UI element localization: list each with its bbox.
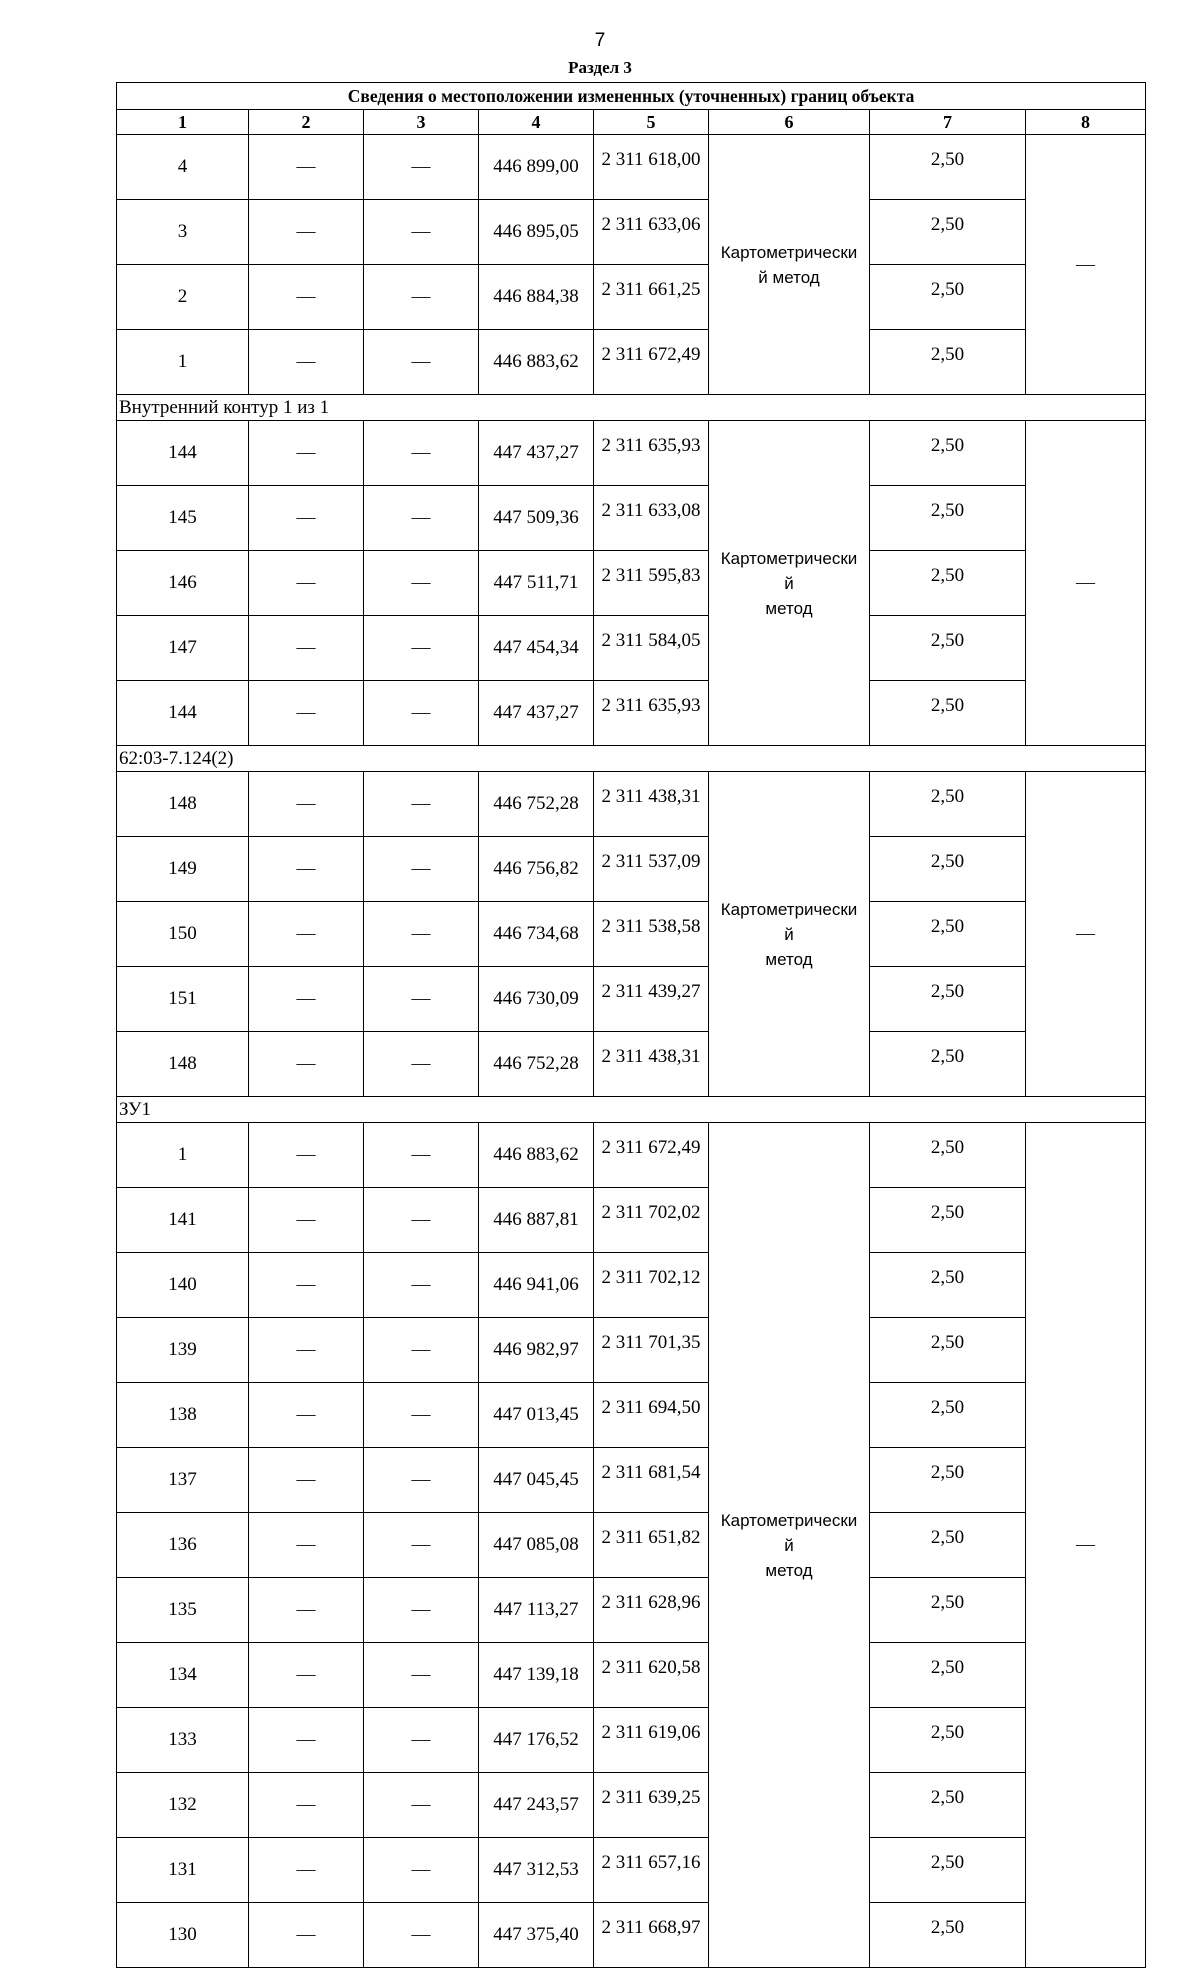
- contour-label-row: [117, 1097, 1146, 1123]
- col3-value: —: [364, 1032, 479, 1097]
- point-number: 133: [117, 1708, 249, 1773]
- precision-value: 2,50: [870, 1903, 1026, 1968]
- precision-value: 2,50: [870, 967, 1026, 1032]
- column-number: 1: [117, 110, 249, 135]
- precision-value: 2,50: [870, 1318, 1026, 1383]
- point-number: 131: [117, 1838, 249, 1903]
- table-row: [117, 902, 1146, 967]
- y-coordinate: 2 311 619,06: [594, 1708, 709, 1773]
- x-coordinate: 446 752,28: [479, 1032, 594, 1097]
- point-number: 1: [117, 1123, 249, 1188]
- precision-value: 2,50: [870, 1773, 1026, 1838]
- x-coordinate: 447 243,57: [479, 1773, 594, 1838]
- y-coordinate: 2 311 635,93: [594, 421, 709, 486]
- precision-value: 2,50: [870, 265, 1026, 330]
- x-coordinate: 447 509,36: [479, 486, 594, 551]
- method-text-line: метод: [765, 1560, 813, 1580]
- method-text-line: й метод: [758, 267, 820, 287]
- table-row: [117, 486, 1146, 551]
- column-number: 8: [1026, 110, 1146, 135]
- table-row: [117, 967, 1146, 1032]
- table-row: [117, 1188, 1146, 1253]
- col8-value: —: [1026, 135, 1146, 395]
- col2-value: —: [249, 1253, 364, 1318]
- precision-value: 2,50: [870, 1448, 1026, 1513]
- page-number: 7: [594, 30, 606, 51]
- col3-value: —: [364, 681, 479, 746]
- y-coordinate: 2 311 633,06: [594, 200, 709, 265]
- col3-value: —: [364, 1773, 479, 1838]
- y-coordinate: 2 311 681,54: [594, 1448, 709, 1513]
- col2-value: —: [249, 1318, 364, 1383]
- point-number: 148: [117, 1032, 249, 1097]
- point-number: 130: [117, 1903, 249, 1968]
- contour-label: 62:03-7.124(2): [117, 746, 1146, 772]
- x-coordinate: 447 375,40: [479, 1903, 594, 1968]
- point-number: 140: [117, 1253, 249, 1318]
- col3-value: —: [364, 1578, 479, 1643]
- precision-value: 2,50: [870, 1253, 1026, 1318]
- col8-value: —: [1026, 772, 1146, 1097]
- point-number: 150: [117, 902, 249, 967]
- point-number: 4: [117, 135, 249, 200]
- x-coordinate: 446 887,81: [479, 1188, 594, 1253]
- col2-value: —: [249, 1708, 364, 1773]
- y-coordinate: 2 311 438,31: [594, 772, 709, 837]
- col3-value: —: [364, 1188, 479, 1253]
- table-row: [117, 1578, 1146, 1643]
- precision-value: 2,50: [870, 1032, 1026, 1097]
- x-coordinate: 447 437,27: [479, 681, 594, 746]
- y-coordinate: 2 311 584,05: [594, 616, 709, 681]
- x-coordinate: 447 437,27: [479, 421, 594, 486]
- point-number: 139: [117, 1318, 249, 1383]
- precision-value: 2,50: [870, 1838, 1026, 1903]
- col2-value: —: [249, 1838, 364, 1903]
- y-coordinate: 2 311 538,58: [594, 902, 709, 967]
- col3-value: —: [364, 1838, 479, 1903]
- col3-value: —: [364, 421, 479, 486]
- col2-value: —: [249, 1383, 364, 1448]
- precision-value: 2,50: [870, 902, 1026, 967]
- x-coordinate: 446 883,62: [479, 330, 594, 395]
- precision-value: 2,50: [870, 200, 1026, 265]
- x-coordinate: 446 941,06: [479, 1253, 594, 1318]
- point-number: 1: [117, 330, 249, 395]
- precision-value: 2,50: [870, 135, 1026, 200]
- point-number: 144: [117, 681, 249, 746]
- precision-value: 2,50: [870, 837, 1026, 902]
- col3-value: —: [364, 837, 479, 902]
- col2-value: —: [249, 200, 364, 265]
- contour-label-row: [117, 395, 1146, 421]
- col3-value: —: [364, 135, 479, 200]
- point-number: 138: [117, 1383, 249, 1448]
- table-row: [117, 1773, 1146, 1838]
- table-body: [117, 83, 1146, 1968]
- table-row: [117, 1513, 1146, 1578]
- col3-value: —: [364, 1708, 479, 1773]
- col2-value: —: [249, 967, 364, 1032]
- precision-value: 2,50: [870, 1188, 1026, 1253]
- table-row: [117, 616, 1146, 681]
- precision-value: 2,50: [870, 1643, 1026, 1708]
- table-row: [117, 1903, 1146, 1968]
- column-number: 6: [709, 110, 870, 135]
- precision-value: 2,50: [870, 1578, 1026, 1643]
- method-text-line: Картометрически: [720, 548, 858, 568]
- method-text-line: Картометрически: [720, 242, 858, 262]
- method-cell: [709, 1123, 870, 1968]
- precision-value: 2,50: [870, 616, 1026, 681]
- col3-value: —: [364, 1123, 479, 1188]
- y-coordinate: 2 311 651,82: [594, 1513, 709, 1578]
- precision-value: 2,50: [870, 772, 1026, 837]
- table-row: [117, 1318, 1146, 1383]
- precision-value: 2,50: [870, 551, 1026, 616]
- table-row: [117, 1383, 1146, 1448]
- x-coordinate: 446 883,62: [479, 1123, 594, 1188]
- method-cell: [709, 772, 870, 1097]
- y-coordinate: 2 311 639,25: [594, 1773, 709, 1838]
- y-coordinate: 2 311 694,50: [594, 1383, 709, 1448]
- method-text-line: Картометрически: [720, 1510, 858, 1530]
- point-number: 134: [117, 1643, 249, 1708]
- col3-value: —: [364, 551, 479, 616]
- col2-value: —: [249, 1773, 364, 1838]
- method-text-line: Картометрически: [720, 899, 858, 919]
- y-coordinate: 2 311 628,96: [594, 1578, 709, 1643]
- x-coordinate: 447 085,08: [479, 1513, 594, 1578]
- method-text-line: й: [784, 1535, 794, 1555]
- x-coordinate: 447 113,27: [479, 1578, 594, 1643]
- precision-value: 2,50: [870, 330, 1026, 395]
- col2-value: —: [249, 1123, 364, 1188]
- table-row: [117, 1032, 1146, 1097]
- table-row: [117, 135, 1146, 200]
- point-number: 147: [117, 616, 249, 681]
- col2-value: —: [249, 1448, 364, 1513]
- col2-value: —: [249, 837, 364, 902]
- point-number: 141: [117, 1188, 249, 1253]
- col2-value: —: [249, 135, 364, 200]
- method-text-line: метод: [765, 598, 813, 618]
- precision-value: 2,50: [870, 1123, 1026, 1188]
- precision-value: 2,50: [870, 486, 1026, 551]
- method-text-line: метод: [765, 949, 813, 969]
- precision-value: 2,50: [870, 421, 1026, 486]
- col8-value: —: [1026, 1123, 1146, 1968]
- x-coordinate: 447 176,52: [479, 1708, 594, 1773]
- point-number: 149: [117, 837, 249, 902]
- col3-value: —: [364, 200, 479, 265]
- col2-value: —: [249, 551, 364, 616]
- table-caption: Сведения о местоположении измененных (уточненных) границ объекта: [117, 83, 1146, 110]
- y-coordinate: 2 311 702,12: [594, 1253, 709, 1318]
- column-number: 7: [870, 110, 1026, 135]
- x-coordinate: 447 511,71: [479, 551, 594, 616]
- method-text-line: й: [784, 924, 794, 944]
- y-coordinate: 2 311 595,83: [594, 551, 709, 616]
- y-coordinate: 2 311 439,27: [594, 967, 709, 1032]
- contour-label-row: [117, 746, 1146, 772]
- table-row: [117, 1838, 1146, 1903]
- point-number: 146: [117, 551, 249, 616]
- column-number-row: [117, 110, 1146, 135]
- col3-value: —: [364, 1383, 479, 1448]
- col2-value: —: [249, 772, 364, 837]
- col3-value: —: [364, 902, 479, 967]
- col3-value: —: [364, 1513, 479, 1578]
- method-cell: [709, 135, 870, 395]
- col3-value: —: [364, 1643, 479, 1708]
- table-row: [117, 421, 1146, 486]
- y-coordinate: 2 311 537,09: [594, 837, 709, 902]
- table-row: [117, 1253, 1146, 1318]
- y-coordinate: 2 311 668,97: [594, 1903, 709, 1968]
- contour-label: Внутренний контур 1 из 1: [117, 395, 1146, 421]
- x-coordinate: 447 454,34: [479, 616, 594, 681]
- point-number: 148: [117, 772, 249, 837]
- col2-value: —: [249, 616, 364, 681]
- precision-value: 2,50: [870, 1513, 1026, 1578]
- method-text-line: й: [784, 573, 794, 593]
- y-coordinate: 2 311 661,25: [594, 265, 709, 330]
- col3-value: —: [364, 1253, 479, 1318]
- contour-label: ЗУ1: [117, 1097, 1146, 1123]
- x-coordinate: 446 756,82: [479, 837, 594, 902]
- col3-value: —: [364, 330, 479, 395]
- table-row: [117, 837, 1146, 902]
- point-number: 144: [117, 421, 249, 486]
- x-coordinate: 446 982,97: [479, 1318, 594, 1383]
- table-row: [117, 330, 1146, 395]
- column-number: 5: [594, 110, 709, 135]
- col2-value: —: [249, 1578, 364, 1643]
- x-coordinate: 446 752,28: [479, 772, 594, 837]
- y-coordinate: 2 311 633,08: [594, 486, 709, 551]
- table-row: [117, 1123, 1146, 1188]
- col3-value: —: [364, 616, 479, 681]
- method-cell: [709, 421, 870, 746]
- y-coordinate: 2 311 702,02: [594, 1188, 709, 1253]
- x-coordinate: 446 730,09: [479, 967, 594, 1032]
- section-title: Раздел 3: [568, 58, 632, 77]
- precision-value: 2,50: [870, 681, 1026, 746]
- table-row: [117, 772, 1146, 837]
- x-coordinate: 446 899,00: [479, 135, 594, 200]
- col2-value: —: [249, 1513, 364, 1578]
- table-row: [117, 681, 1146, 746]
- boundary-table: [116, 82, 1146, 1968]
- col3-value: —: [364, 265, 479, 330]
- col2-value: —: [249, 1032, 364, 1097]
- y-coordinate: 2 311 438,31: [594, 1032, 709, 1097]
- point-number: 151: [117, 967, 249, 1032]
- col3-value: —: [364, 1318, 479, 1383]
- x-coordinate: 446 884,38: [479, 265, 594, 330]
- y-coordinate: 2 311 635,93: [594, 681, 709, 746]
- col2-value: —: [249, 486, 364, 551]
- col2-value: —: [249, 1643, 364, 1708]
- table-row: [117, 200, 1146, 265]
- col3-value: —: [364, 1448, 479, 1513]
- table-row: [117, 1708, 1146, 1773]
- y-coordinate: 2 311 672,49: [594, 1123, 709, 1188]
- x-coordinate: 446 734,68: [479, 902, 594, 967]
- table-caption-row: [117, 83, 1146, 110]
- y-coordinate: 2 311 657,16: [594, 1838, 709, 1903]
- precision-value: 2,50: [870, 1383, 1026, 1448]
- x-coordinate: 447 139,18: [479, 1643, 594, 1708]
- col2-value: —: [249, 1903, 364, 1968]
- y-coordinate: 2 311 618,00: [594, 135, 709, 200]
- col3-value: —: [364, 486, 479, 551]
- column-number: 3: [364, 110, 479, 135]
- point-number: 145: [117, 486, 249, 551]
- table-row: [117, 551, 1146, 616]
- point-number: 136: [117, 1513, 249, 1578]
- point-number: 135: [117, 1578, 249, 1643]
- column-number: 4: [479, 110, 594, 135]
- col3-value: —: [364, 1903, 479, 1968]
- precision-value: 2,50: [870, 1708, 1026, 1773]
- col2-value: —: [249, 421, 364, 486]
- x-coordinate: 447 045,45: [479, 1448, 594, 1513]
- col3-value: —: [364, 772, 479, 837]
- col3-value: —: [364, 967, 479, 1032]
- point-number: 3: [117, 200, 249, 265]
- col2-value: —: [249, 681, 364, 746]
- table-row: [117, 265, 1146, 330]
- column-number: 2: [249, 110, 364, 135]
- y-coordinate: 2 311 672,49: [594, 330, 709, 395]
- col2-value: —: [249, 1188, 364, 1253]
- point-number: 137: [117, 1448, 249, 1513]
- table-row: [117, 1448, 1146, 1513]
- y-coordinate: 2 311 701,35: [594, 1318, 709, 1383]
- x-coordinate: 447 013,45: [479, 1383, 594, 1448]
- col2-value: —: [249, 330, 364, 395]
- col8-value: —: [1026, 421, 1146, 746]
- point-number: 132: [117, 1773, 249, 1838]
- y-coordinate: 2 311 620,58: [594, 1643, 709, 1708]
- point-number: 2: [117, 265, 249, 330]
- x-coordinate: 447 312,53: [479, 1838, 594, 1903]
- col2-value: —: [249, 902, 364, 967]
- col2-value: —: [249, 265, 364, 330]
- x-coordinate: 446 895,05: [479, 200, 594, 265]
